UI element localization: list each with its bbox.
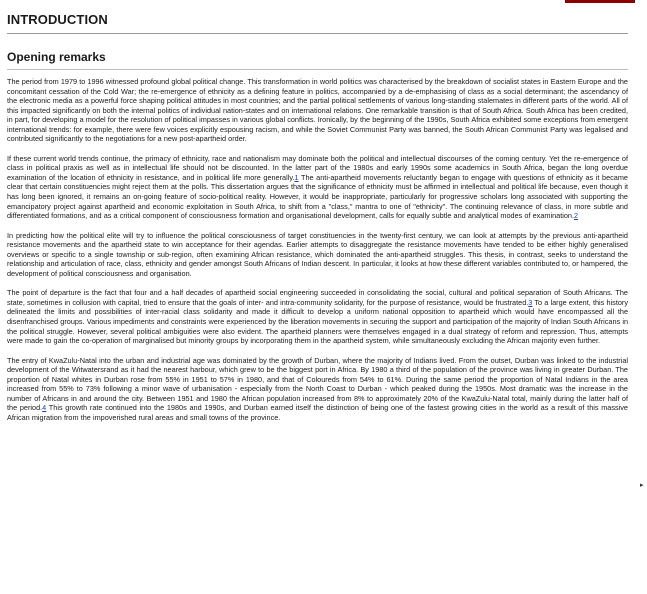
heading-divider [7, 33, 628, 34]
document-page [7, 6, 628, 423]
scroll-right-arrow-icon[interactable]: ▸ [640, 482, 644, 489]
footnote-link-1[interactable]: 1 [294, 172, 299, 182]
paragraph-5 [7, 356, 628, 423]
top-accent-bar [565, 0, 635, 3]
paragraph-2-text-a: If these current world trends continue, the primacy of ethnicity, race and nationalism may dominate both the political and intellectual discourses of the coming century. Yet the re-emergence of class in political praxis as well as in intellectual life should not be discounted. In the latter part of the 1980s and early 1990s some academics in South Africa, began the long overdue examination of the location of ethnicity in resistance, and in political life more generally. [7, 153, 628, 182]
paragraph-4 [7, 288, 628, 345]
section-heading: Opening remarks [7, 50, 106, 64]
paragraph-2 [7, 154, 628, 221]
chapter-heading: INTRODUCTION [7, 12, 108, 27]
paragraph-4-text-a: The point of departure is the fact that four and a half decades of apartheid social engineering succeeded in consolidating the social, cultural and political separation of South Africans. The state, sometimes in collusion with capital, tried to ensure that the goals of inter- and intra-community solidarity, for the purpose of resistance, would be frustrated. [7, 288, 628, 307]
paragraph-3 [7, 231, 628, 279]
footnote-link-4[interactable]: 4 [42, 403, 47, 413]
section-divider [7, 69, 628, 70]
paragraph-5-text-b: This growth rate continued into the 1980s and 1990s, and Durban earned itself the distinction of being one of the fastest growing cities in the world as a result of this massive African migration from the impoverished rural areas and small towns of the province. [7, 403, 628, 422]
paragraph-5-text-a: The entry of KwaZulu-Natal into the urban and industrial age was dominated by the growth of Durban, where the majority of Indians lived. From the outset, Durban was linked to the industrial development of the Witwatersrand as it had the nearest harbour, which grew to be the biggest port in Africa. By 1980 a third of the population of the province was living in greater Durban. The proportion of Natal whites in Durban rose from 55% in 1951 to 57% in 1980, and that of Coloureds from 54% to 61%. During the same period the proportion of Natal Indians in the area increased from 55% to 73% following a minor wave of urbanisation - especially from the North Coast to Durban - which peaked during the 1950s. Most dramatic was the increase in the number of Africans in and around the city. Between 1951 and 1980 the African population increased from 8% to approximately 20% of the KwaZulu-Natal total, mainly during the latter half of the period. [7, 355, 628, 413]
footnote-link-2[interactable]: 2 [574, 211, 579, 221]
paragraph-1 [7, 77, 628, 144]
paragraph-1-text: The period from 1979 to 1996 witnessed profound global political change. This transformation in world politics was characterised by the breakdown of socialist states in Eastern Europe and the concomitant cessation of the Cold War; the re-emergence of ethnicity as a defining feature in politics, accompanied by a de-emphasising of class as a social determinant; the ascendancy of the electronic media as a powerful force shaping political attitudes in most countries; and the partial political settlements of various long-standing stalemates in different parts of the world. All of this impacted significantly on both the internal politics of individual nation-states and on international relations. One remarkable transition is that of South Africa. South Africa has been credited, in part, for developing a model for the resolution of political impasses in various global conflicts. Ironically, by the beginning of the 1990s, South Africa exhibited some exceptions from emergent international trends: for example, there were few voices explicitly espousing racism, and while the Soviet Communist Party was banned, the South African Communist Party was legalised and contributed significantly to the negotiations for a new post-apartheid order. [7, 77, 628, 144]
footnote-link-3[interactable]: 3 [528, 297, 533, 307]
paragraph-2-text-b: The anti-apartheid movements reluctantly began to engage with questions of ethnicity as it became clear that certain constituencies might reject them at the polls. This dissertation argues that the significance of ethnicity must be affirmed in intellectual and political life because, even though it has long been ignored, it remains an on-going feature of socio-political reality. However, it would be inappropriate, particularly for progressive scholars long associated with supporting the emancipatory project against apartheid and economic exploitation in South Africa, to shift from a "class," mantra to one of "ethnicity". The continuing relevance of class, in more subtle and differentiated formations, and as a critical component of consciousness formation and organisational development, calls for equally subtle and analytical modes of examination. [7, 172, 628, 221]
paragraph-4-text-b: To a large extent, this history delineated the limits and possibilities of inter-racial class solidarity and made it difficult to develop a uniform national opposition to apartheid which would have encompassed all the disenfranchised groups. Various impediments and constraints were experienced by the liberation movements in securing the support and participation of the majority of Indian South Africans in the political struggle. However, several political ambiguities were also evident. The apartheid planners were themselves engaged in a dual strategy of reform and repression. Thus, attempts were made to gain the co-operation of marginalised but minority groups by incorporating them in the apartheid system, while simultaneously excluding the African majority even further. [7, 297, 628, 346]
paragraph-3-text: In predicting how the political elite will try to influence the political consciousness of target constituencies in the twenty-first century, we can look at attempts by the previous anti-apartheid resistance movements and the apartheid state to win acceptance for their agendas. Earlier attempts to disaggregate the resistance movements have tended to be either highly generalised overviews or specific to a single township or sub-region, often examining African resistance, which dominated the anti-apartheid struggles. This thesis, in contrast, seeks to understand the relationship and articulation of race, class, ethnicity and gender amongst South Africans of Indian descent. In particular, it looks at how these different variables contributed to, or hampered, the development of political consciousness and organisation. [7, 230, 628, 278]
